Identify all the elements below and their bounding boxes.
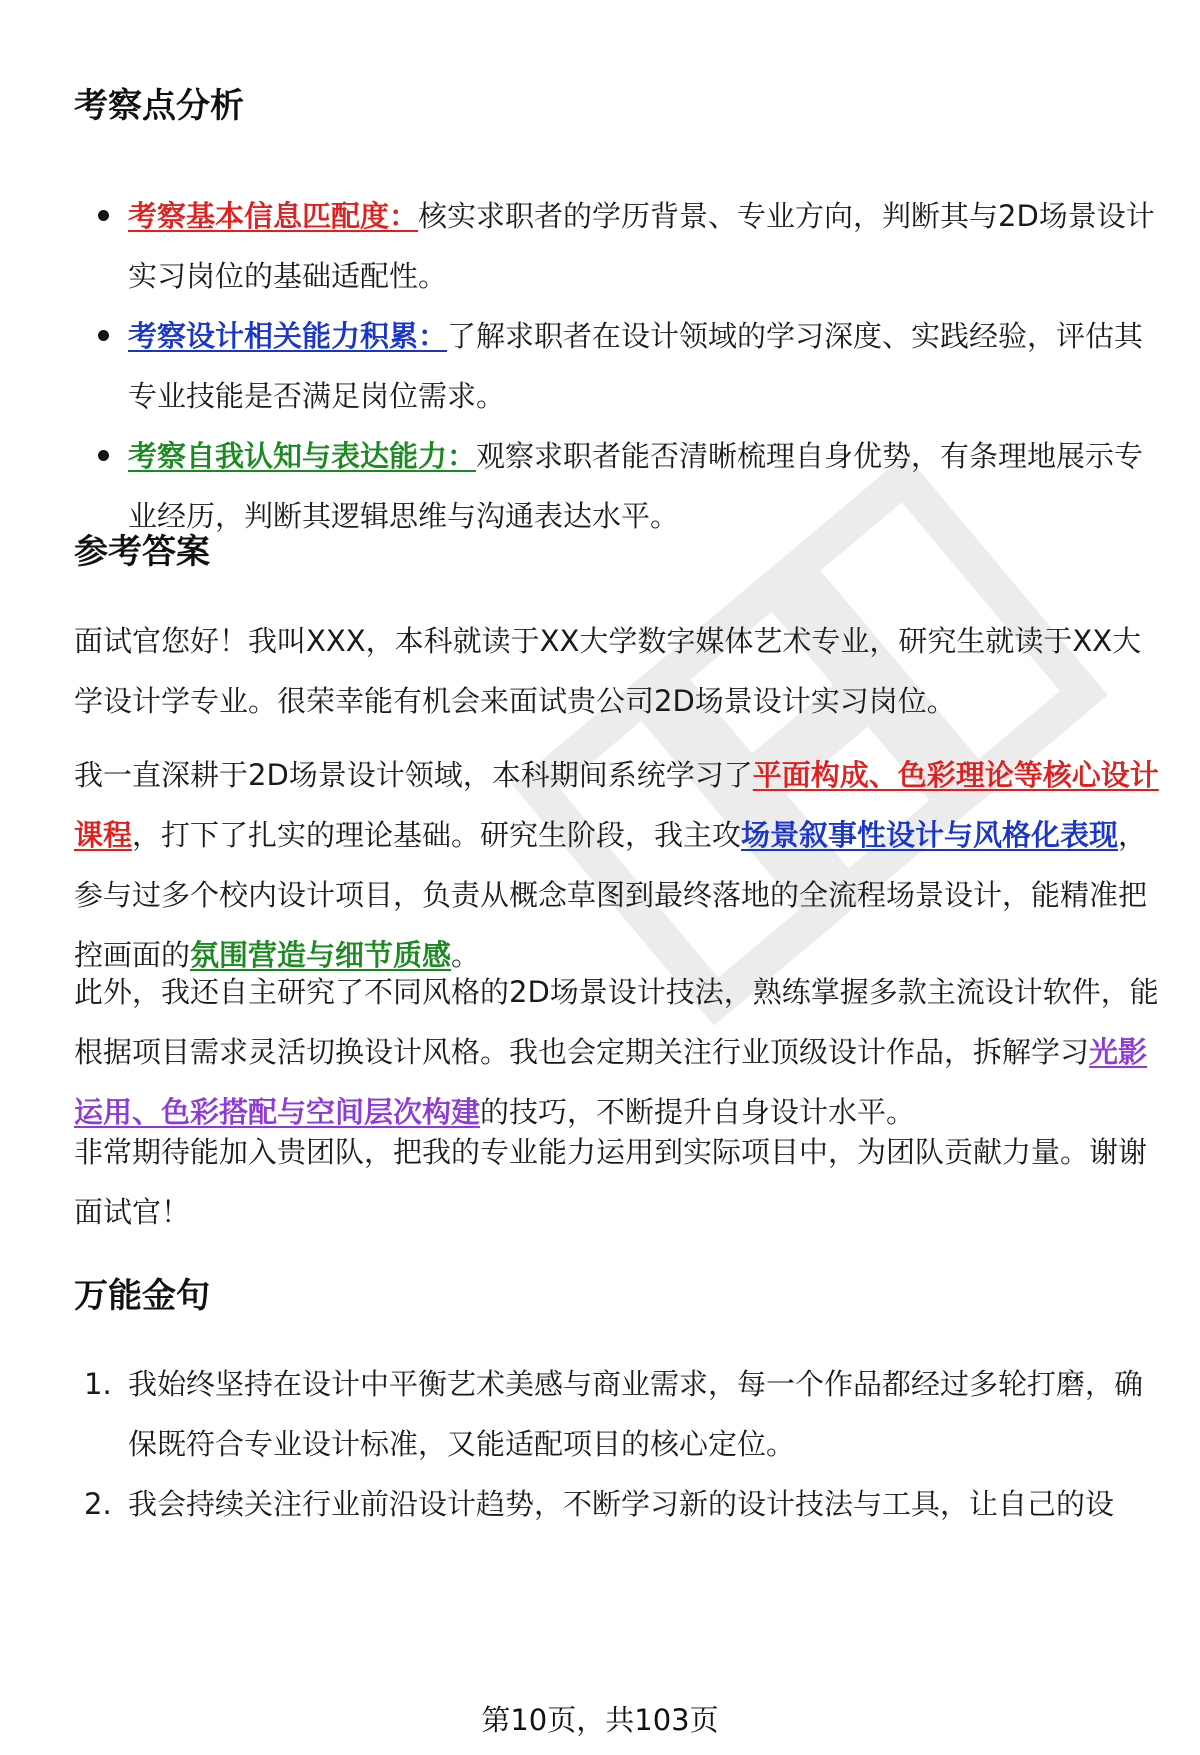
answer-paragraph-intro: 面试官您好！我叫XXX，本科就读于XX大学数字媒体艺术专业，研究生就读于XX大学设计学专业。很荣幸能有机会来面试贵公司2D场景设计实习岗位。 <box>74 624 1142 718</box>
answer-paragraph-experience <box>74 745 1159 985</box>
section-title-quotes: 万能金句 <box>74 1276 210 1316</box>
answer-paragraph-skills <box>74 962 1159 1142</box>
analysis-label: 考察自我认知与表达能力： <box>128 439 477 473</box>
analysis-label: 考察基本信息匹配度： <box>128 199 419 233</box>
quote-item <box>74 1474 1159 1534</box>
analysis-text: 了解求职者在设计领域的学习深度、实践经验，评估其专业技能是否满足岗位需求。 <box>128 319 1144 413</box>
quotes-list <box>74 1354 1159 1534</box>
analysis-text: 观察求职者能否清晰梳理自身优势，有条理地展示专业经历，判断其逻辑思维与沟通表达水平。 <box>128 439 1144 533</box>
answer-text: 。 <box>451 938 481 972</box>
section-title-answer: 参考答案 <box>74 532 210 572</box>
analysis-item <box>74 426 1159 546</box>
quote-number: 2. <box>84 1487 112 1521</box>
answer-text: ，打下了扎实的理论基础。研究生阶段，我主攻 <box>132 818 742 852</box>
quote-number: 1. <box>84 1367 112 1401</box>
quote-item <box>74 1354 1159 1474</box>
quote-text: 我会持续关注行业前沿设计趋势，不断学习新的设计技法与工具，让自己的设 <box>128 1487 1115 1521</box>
answer-paragraph-closing: 非常期待能加入贵团队，把我的专业能力运用到实际项目中，为团队贡献力量。谢谢面试官！ <box>74 1135 1148 1229</box>
quote-text: 我始终坚持在设计中平衡艺术美感与商业需求，每一个作品都经过多轮打磨，确保既符合专业设计标准，又能适配项目的核心定位。 <box>128 1367 1144 1461</box>
answer-text: 此外，我还自主研究了不同风格的2D场景设计技法，熟练掌握多款主流设计软件，能根据项目需求灵活切换设计风格。我也会定期关注行业顶级设计作品，拆解学习 <box>74 975 1159 1069</box>
analysis-label: 考察设计相关能力积累： <box>128 319 448 353</box>
answer-text: 我一直深耕于2D场景设计领域，本科期间系统学习了 <box>74 758 753 792</box>
analysis-text: 核实求职者的学历背景、专业方向，判断其与2D场景设计实习岗位的基础适配性。 <box>128 199 1155 293</box>
analysis-list <box>74 186 1159 546</box>
analysis-item <box>74 186 1159 306</box>
answer-highlight-courses: 平面构成、色彩理论等核心设计课程 <box>74 758 1159 852</box>
answer-highlight-techniques: 光影运用、色彩搭配与空间层次构建 <box>74 1035 1148 1129</box>
answer-highlight-focus: 场景叙事性设计与风格化表现 <box>741 818 1119 852</box>
answer-text: ，参与过多个校内设计项目，负责从概念草图到最终落地的全流程场景设计，能精准把控画面的 <box>74 818 1148 972</box>
analysis-item <box>74 306 1159 426</box>
answer-highlight-atmosphere: 氛围营造与细节质感 <box>190 938 452 972</box>
section-title-analysis: 考察点分析 <box>74 86 244 126</box>
page-number-footer: 第10页，共103页 <box>481 1703 719 1737</box>
answer-text: 的技巧，不断提升自身设计水平。 <box>480 1095 916 1129</box>
